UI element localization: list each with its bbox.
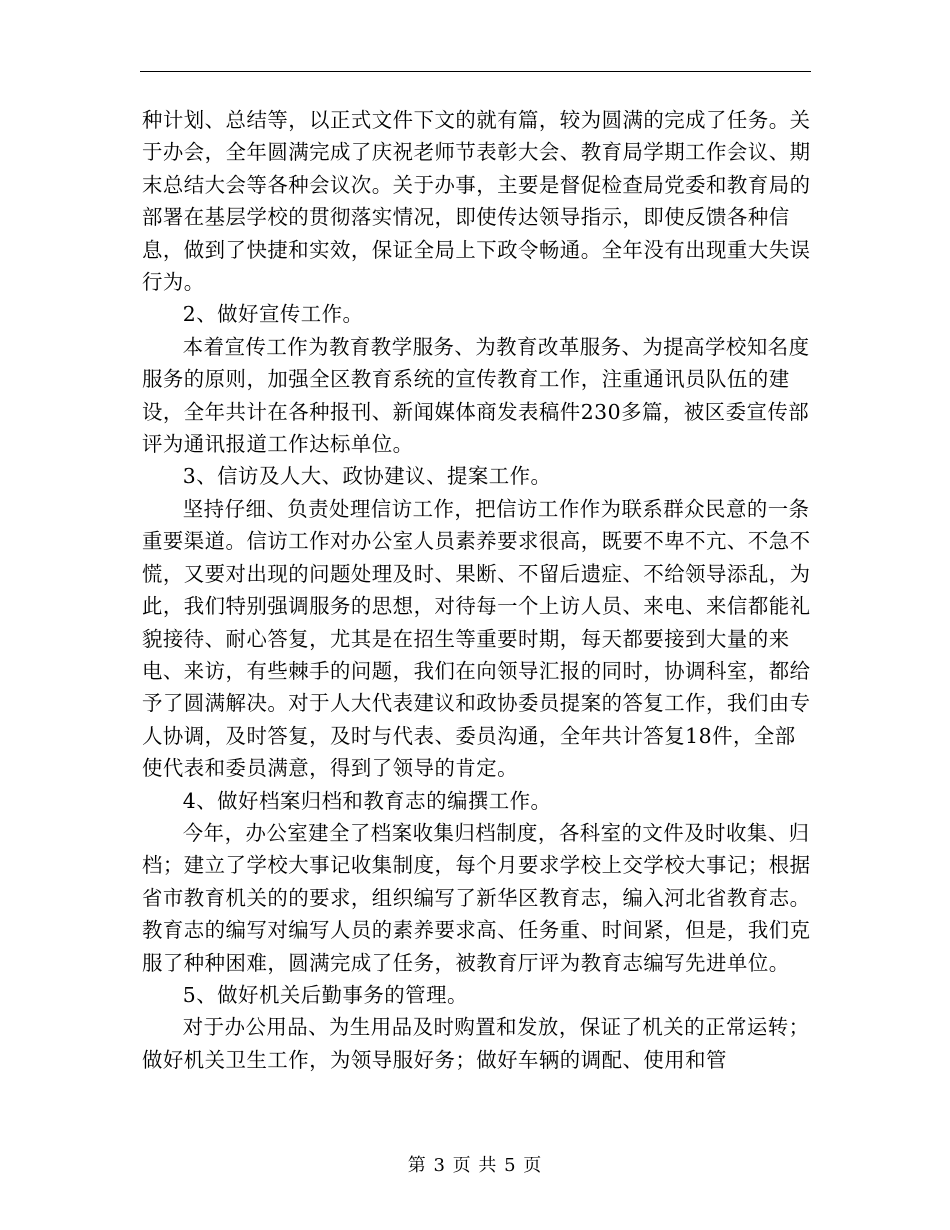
paragraph-archives: 今年，办公室建全了档案收集归档制度，各科室的文件及时收集、归档；建立了学校大事记收集制度，每个月要求学校上交学校大事记；根据省市教育机关的的要求，组织编写了新华区教育志，编入河北省教育志。教育志的编写对编写人员的素养要求高、任务重、时间紧，但是，我们克服了种种困难，圆满完成了任务，被教育厅评为教育志编写先进单位。 — [142, 820, 811, 975]
section-heading-logistics: 5、做好机关后勤事务的管理。 — [182, 982, 468, 1007]
paragraph-publicity: 本着宣传工作为教育教学服务、为教育改革服务、为提高学校知名度服务的原则，加强全区教育系统的宣传教育工作，注重通讯员队伍的建设，全年共计在各种报刊、新闻媒体商发表稿件230多篇，被区委宣传部评为通讯报道工作达标单位。 — [142, 334, 810, 457]
header-rule — [140, 71, 811, 72]
paragraph-continuation: 种计划、总结等，以正式文件下文的就有篇，较为圆满的完成了任务。关于办会，全年圆满完成了庆祝老师节表彰大会、教育局学期工作会议、期末总结大会等各种会议次。关于办事，主要是督促检查局党委和教育局的部署在基层学校的贯彻落实情况，即使传达领导指示，即使反馈各种信息，做到了快捷和实效，保证全局上下政令畅通。全年没有出现重大失误行为。 — [142, 108, 811, 295]
section-heading-archives: 4、做好档案归档和教育志的编撰工作。 — [182, 788, 552, 813]
paragraph-petitions: 坚持仔细、负责处理信访工作，把信访工作作为联系群众民意的一条重要渠道。信访工作对办公室人员素养要求很高，既要不卑不亢、不急不慌，又要对出现的问题处理及时、果断、不留后遗症、不给领导添乱，为此，我们特别强调服务的思想，对待每一个上访人员、来电、来信都能礼貌接待、耐心答复，尤其是在招生等重要时期，每天都要接到大量的来电、来访，有些棘手的问题，我们在向领导汇报的同时，协调科室，都给予了圆满解决。对于人大代表建议和政协委员提案的答复工作，我们由专人协调，及时答复，及时与代表、委员沟通，全年共计答复18件，全部使代表和委员满意，得到了领导的肯定。 — [142, 496, 811, 781]
section-heading-publicity: 2、做好宣传工作。 — [182, 302, 364, 327]
page-footer: 第 3 页 共 5 页 — [407, 1155, 543, 1176]
document-body — [142, 104, 814, 1076]
paragraph-logistics: 对于办公用品、为生用品及时购置和发放，保证了机关的正常运转；做好机关卫生工作，为领导服好务；做好车辆的调配、使用和管 — [142, 1015, 810, 1072]
section-heading-petitions: 3、信访及人大、政协建议、提案工作。 — [182, 464, 552, 489]
